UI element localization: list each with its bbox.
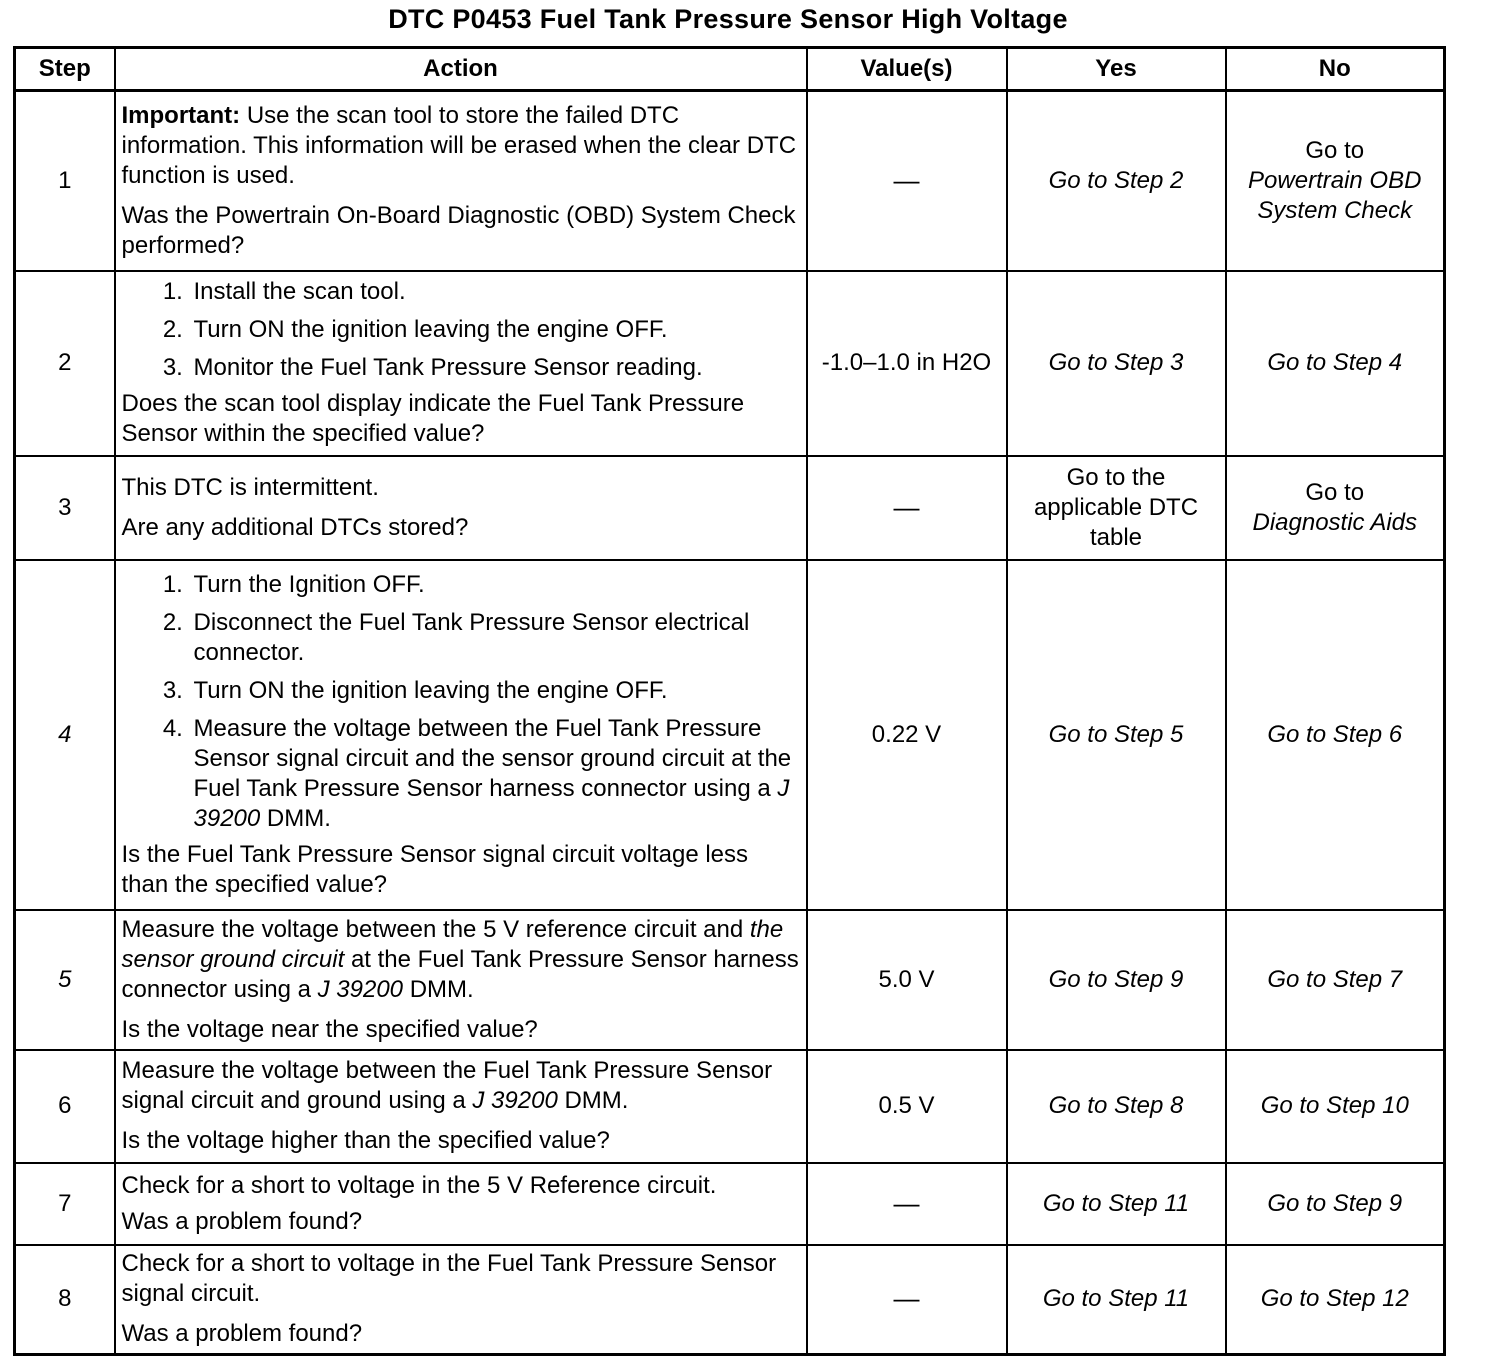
value-text: — [893, 491, 920, 522]
value-cell [807, 456, 1007, 560]
yes-cell: Go to the applicable DTC table [1007, 456, 1226, 560]
no-cell: Go to Step 9 [1226, 1163, 1445, 1245]
yes-cell: Go to Step 3 [1007, 271, 1226, 456]
action-cell [115, 1050, 807, 1163]
no-cell: Go to Step 7 [1226, 910, 1445, 1050]
header-values: Value(s) [807, 48, 1007, 91]
action-question: Was the Powertrain On-Board Diagnostic (OBD) System Check performed? [121, 201, 796, 259]
table-row [15, 91, 1445, 271]
tool-name: J 39200 [472, 1087, 558, 1114]
action-question: Was a problem found? [121, 1320, 363, 1348]
action-text-emphasis: the sensor ground circuit [121, 915, 784, 973]
no-cell: Go to Step 12 [1226, 1245, 1445, 1355]
action-cell [115, 1163, 807, 1245]
no-cell [1226, 91, 1445, 271]
action-cell [115, 910, 807, 1050]
table-row [15, 1163, 1445, 1245]
step-number: 7 [15, 1163, 115, 1245]
action-text-part: at the Fuel Tank Pressure Sensor harness connector using a [121, 945, 799, 1003]
no-prefix: Go to [1305, 478, 1365, 506]
action-text-part: DMM. [403, 975, 474, 1003]
action-step-item: 2. Turn ON the ignition leaving the engine OFF. [190, 315, 800, 345]
yes-cell: Go to Step 5 [1007, 560, 1226, 910]
action-step-item: 1. Turn the Ignition OFF. [190, 570, 800, 600]
action-text [122, 1056, 800, 1116]
header-row [15, 48, 1445, 91]
no-cell [1226, 456, 1445, 560]
no-link: Diagnostic Aids [1252, 508, 1418, 536]
no-link: Powertrain OBD System Check [1248, 166, 1422, 224]
action-step-item: 1. Install the scan tool. [190, 277, 800, 307]
no-cell: Go to Step 6 [1226, 560, 1445, 910]
action-text-part: Measure the voltage between the 5 V reference circuit and [121, 915, 750, 943]
action-cell [115, 91, 807, 271]
value-text: — [893, 1283, 920, 1314]
value-text: — [893, 164, 920, 195]
action-step-item: 2. Disconnect the Fuel Tank Pressure Sensor electrical connector. [190, 608, 800, 668]
step-number: 4 [15, 560, 115, 910]
action-cell [115, 456, 807, 560]
action-question: Are any additional DTCs stored? [121, 513, 469, 541]
document-title: DTC P0453 Fuel Tank Pressure Sensor High Voltage [388, 4, 1068, 34]
step-number: 1 [15, 91, 115, 271]
action-steps [122, 277, 800, 383]
important-text: Use the scan tool to store the failed DTC information. This information will be erased when the clear DTC function is used. [121, 101, 797, 189]
action-question: Does the scan tool display indicate the Fuel Tank Pressure Sensor within the specified value? [121, 390, 745, 447]
step-number: 6 [15, 1050, 115, 1163]
value-cell [807, 91, 1007, 271]
value-cell: -1.0–1.0 in H2O [807, 271, 1007, 456]
table-row [15, 560, 1445, 910]
action-question: Is the voltage higher than the specified value? [121, 1127, 610, 1154]
step-item-text: DMM. [260, 804, 331, 832]
step-item-text: Measure the voltage between the Fuel Tank Pressure Sensor signal circuit and the sensor ground circuit at the Fuel Tank Pressure Sensor harness connector using a [193, 714, 792, 802]
action-step-item: 3. Turn ON the ignition leaving the engine OFF. [190, 676, 800, 706]
no-cell: Go to Step 4 [1226, 271, 1445, 456]
yes-cell: Go to Step 11 [1007, 1163, 1226, 1245]
header-step: Step [15, 48, 115, 91]
action-cell [115, 560, 807, 910]
header-no: No [1226, 48, 1445, 91]
yes-cell: Go to Step 2 [1007, 91, 1226, 271]
header-yes: Yes [1007, 48, 1226, 91]
important-note [122, 101, 800, 191]
table-row [15, 910, 1445, 1050]
action-text [122, 915, 800, 1005]
action-text: This DTC is intermittent. [121, 473, 379, 501]
value-cell [807, 1245, 1007, 1355]
tool-name: J 39200 [317, 975, 404, 1003]
table-row [15, 1050, 1445, 1163]
value-cell [807, 1163, 1007, 1245]
step-number: 3 [15, 456, 115, 560]
value-text: — [893, 1187, 920, 1218]
value-cell: 0.5 V [807, 1050, 1007, 1163]
action-text-part: DMM. [557, 1087, 629, 1114]
value-cell: 5.0 V [807, 910, 1007, 1050]
important-label: Important: [121, 101, 241, 129]
yes-cell: Go to Step 11 [1007, 1245, 1226, 1355]
no-prefix: Go to [1305, 136, 1365, 164]
action-steps [122, 570, 800, 834]
action-cell [115, 1245, 807, 1355]
action-text: Check for a short to voltage in the Fuel Tank Pressure Sensor signal circuit. [121, 1250, 777, 1308]
step-number: 8 [15, 1245, 115, 1355]
action-cell [115, 271, 807, 456]
table-row [15, 456, 1445, 560]
action-text-part: Measure the voltage between the Fuel Tank Pressure Sensor signal circuit and ground using a [121, 1057, 773, 1114]
diagnostic-table [13, 46, 1446, 1356]
action-question: Is the voltage near the specified value? [121, 1015, 538, 1043]
no-cell: Go to Step 10 [1226, 1050, 1445, 1163]
action-question: Is the Fuel Tank Pressure Sensor signal circuit voltage less than the specified value? [121, 840, 749, 898]
step-number: 2 [15, 271, 115, 456]
action-text: Check for a short to voltage in the 5 V Reference circuit. [121, 1171, 717, 1199]
tool-name: J 39200 [193, 774, 790, 832]
yes-cell: Go to Step 9 [1007, 910, 1226, 1050]
table-row [15, 271, 1445, 456]
yes-cell: Go to Step 8 [1007, 1050, 1226, 1163]
step-number: 5 [15, 910, 115, 1050]
value-cell: 0.22 V [807, 560, 1007, 910]
action-step-item [190, 714, 800, 834]
action-step-item: 3. Monitor the Fuel Tank Pressure Sensor reading. [190, 353, 800, 383]
table-row [15, 1245, 1445, 1355]
action-question: Was a problem found? [121, 1207, 363, 1235]
header-action: Action [115, 48, 807, 91]
